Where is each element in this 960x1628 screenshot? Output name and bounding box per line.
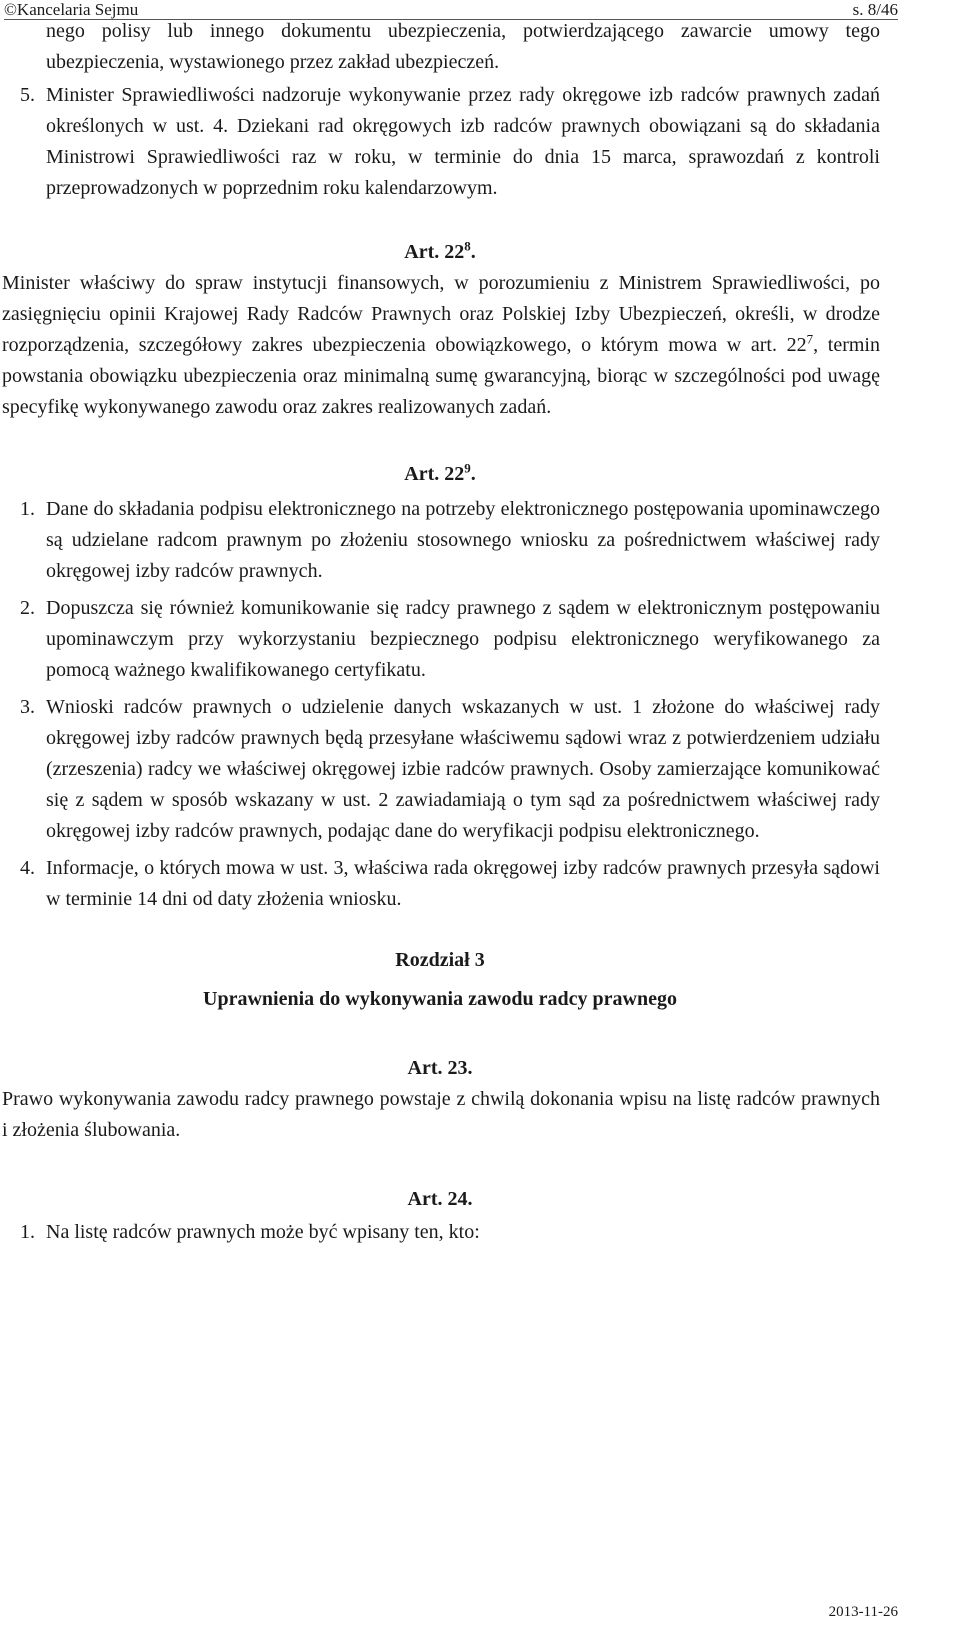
item-5	[0, 80, 880, 204]
art-24-item-1: 1. Na listę radców prawnych może być wpisany ten, kto:	[20, 1221, 480, 1243]
art-22-9-item-2: 2. Dopuszcza się również komunikowanie się radcy prawnego z sądem w elektronicznym postępowaniu upominawczym przy wykorzystaniu bezpiecznego podpisu elektronicznego weryfikowanego za pomocą ważnego kwalifikowanego certyfikatu.	[20, 597, 880, 681]
art-22-8-heading: Art. $22^8$.	[404, 238, 476, 263]
header-page-number: s. 8/46	[852, 0, 898, 19]
chapter-number: Rozdział 3	[395, 949, 485, 971]
document-body	[0, 16, 880, 1248]
item-5-number: 5.	[20, 84, 35, 106]
art-22-9-item-3: 3. Wnioski radców prawnych o udzielenie danych wskazanych w ust. 1 złożone do właściwej rady okręgowej izby radców prawnych będą przesyłane właściwemu sądowi wraz z potwierdzeniem udziału (zrzeszenia) radcy we właściwej okręgowej izbie radców prawnych. Osoby zamierzające komunikować się z sądem w sposób wskazany w ust. 2 zawiadamiają o tym sąd za pośrednictwem właściwej rady okręgowej izby radców prawnych, podając dane do weryfikacji podpisu elektronicznego.	[20, 696, 880, 842]
art-23-heading: Art. 23.	[407, 1057, 473, 1079]
header-copyright: ©Kancelaria Sejmu	[4, 0, 139, 19]
art-22-9-heading: Art. $22^9$.	[404, 460, 476, 485]
art-22-9-item-1: 1. Dane do składania podpisu elektronicznego na potrzeby elektronicznego postępowania upominawczego są udzielane radcom prawnym po złożeniu stosownego wniosku za pośrednictwem właściwej rady okręgowej izby radców prawnych.	[20, 498, 880, 582]
chapter-title: Uprawnienia do wykonywania zawodu radcy prawnego	[203, 988, 677, 1010]
continued-paragraph: nego polisy lub innego dokumentu ubezpieczenia, potwierdzającego zawarcie umowy tego ubezpieczenia, wystawionego przez zakład ubezpieczeń.	[46, 20, 880, 73]
footer-date: 2013-11-26	[828, 1604, 898, 1620]
art-22-8-text: Minister właściwy do spraw instytucji finansowych, w porozumieniu z Ministrem Sprawiedliwości, po zasięgnięciu opinii Krajowej Rady Radców Prawnych oraz Polskiej Izby Ubezpieczeń, określi, w drodze rozporządzenia, szczegółowy zakres ubezpieczenia obowiązkowego, o którym mowa w art. $22^7$, termin powstania obowiązku ubezpieczenia oraz minimalną sumę gwarancyjną, biorąc w szczególności pod uwagę specyfikę wykonywanego zawodu oraz zakres realizowanych zadań.	[2, 272, 880, 418]
item-5-text: Minister Sprawiedliwości nadzoruje wykonywanie przez rady okręgowe izb radców prawnych zadań określonych w ust. 4. Dziekani rad okręgowych izb radców prawnych obowiązani są do składania Ministrowi Sprawiedliwości raz w roku, w terminie do dnia 15 marca, sprawozdań z kontroli przeprowadzonych w poprzednim roku kalendarzowym.	[46, 84, 880, 199]
art-23-text: Prawo wykonywania zawodu radcy prawnego powstaje z chwilą dokonania wpisu na listę radców prawnych i złożenia ślubowania.	[2, 1088, 880, 1141]
art-24-heading: Art. 24.	[407, 1188, 473, 1210]
art-22-9-item-4: 4. Informacje, o których mowa w ust. 3, właściwa rada okręgowej izby radców prawnych przesyła sądowi w terminie 14 dni od daty złożenia wniosku.	[20, 857, 880, 910]
